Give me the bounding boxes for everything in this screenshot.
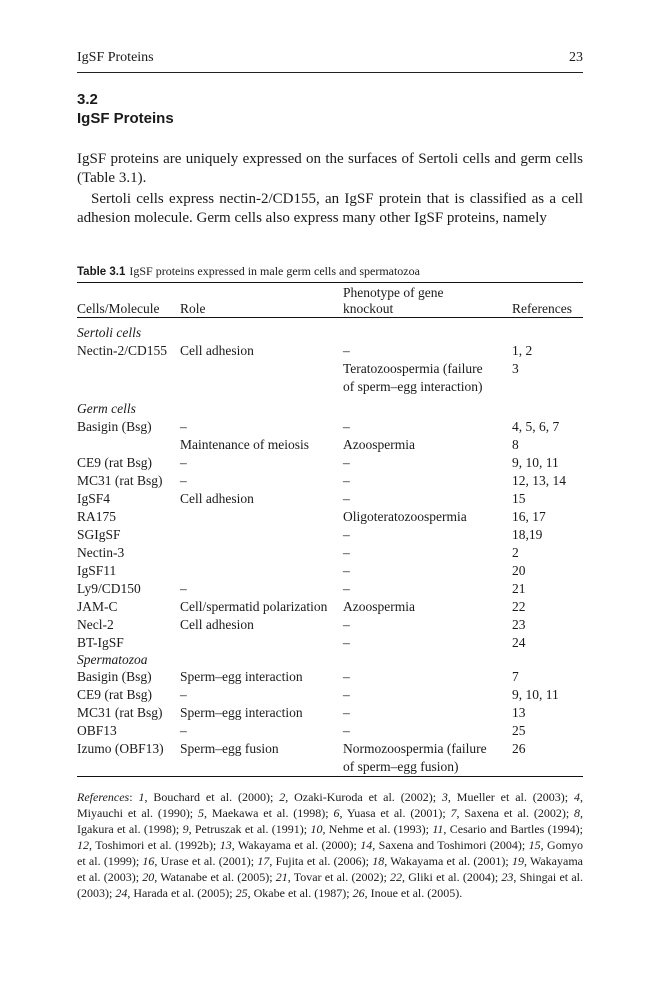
reference-number: 13: [219, 838, 232, 852]
table-cell: 1, 2: [512, 343, 533, 358]
group-label-spermatozoa: Spermatozoa: [77, 652, 148, 667]
section-heading: [77, 90, 174, 128]
reference-citation: , Yuasa et al. (2001);: [339, 806, 451, 820]
reference-citation: , Inoue et al. (2005).: [364, 886, 463, 900]
body-paragraph-1: IgSF proteins are uniquely expressed on the surfaces of Sertoli cells and germ cells (Table 3.1).: [77, 151, 583, 186]
table-cell: –: [180, 581, 187, 596]
reference-number: 6: [333, 806, 340, 820]
table-cell: Basigin (Bsg): [77, 669, 152, 684]
table-cell: –: [343, 419, 350, 434]
table-header-rule: [77, 317, 583, 318]
table-cell: MC31 (rat Bsg): [77, 705, 163, 720]
table-cell: Maintenance of meiosis: [180, 437, 309, 452]
reference-citation: , Igakura et al. (1998);: [77, 806, 583, 836]
reference-number: 21: [275, 870, 288, 884]
table-cell: –: [343, 343, 350, 358]
reference-citation: , Wakayama et al. (2003);: [77, 854, 583, 884]
reference-number: 25: [235, 886, 248, 900]
table-cell: Teratozoospermia (failure: [343, 361, 483, 376]
table-cell: Azoospermia: [343, 437, 415, 452]
reference-citation: , Petruszak et al. (1991);: [188, 822, 311, 836]
reference-number: 9: [182, 822, 189, 836]
table-cell: Cell adhesion: [180, 491, 254, 506]
reference-citation: , Tovar et al. (2002);: [287, 870, 391, 884]
table-cell: 20: [512, 563, 526, 578]
table-cell: 7: [512, 669, 519, 684]
table-cell: –: [343, 687, 350, 702]
table-cell: 15: [512, 491, 526, 506]
reference-number: 26: [352, 886, 365, 900]
table-cell: –: [343, 545, 350, 560]
header-rule: [77, 72, 583, 73]
table-cell: –: [343, 491, 350, 506]
table-cell: 2: [512, 545, 519, 560]
table-cell: Sperm–egg interaction: [180, 669, 303, 684]
table-bottom-rule: [77, 776, 583, 777]
reference-citation: , Gliki et al. (2004);: [402, 870, 502, 884]
table-cell: 22: [512, 599, 526, 614]
table-cell: –: [180, 687, 187, 702]
reference-number: 18: [372, 854, 385, 868]
reference-citation: , Bouchard et al. (2000);: [144, 790, 280, 804]
group-label-sertoli: Sertoli cells: [77, 325, 142, 340]
reference-number: 4: [574, 790, 580, 804]
table-cell: 12, 13, 14: [512, 473, 566, 488]
table-cell: –: [343, 473, 350, 488]
table-cell: Oligoteratozoospermia: [343, 509, 467, 524]
table-cell: Sperm–egg fusion: [180, 741, 279, 756]
reference-number: 11: [432, 822, 444, 836]
reference-number: 12: [77, 838, 89, 852]
table-cell: –: [343, 455, 350, 470]
reference-citation: , Nehme et al. (1993);: [322, 822, 433, 836]
reference-number: 14: [360, 838, 373, 852]
reference-citation: , Urase et al. (2001);: [154, 854, 258, 868]
reference-number: 3: [441, 790, 448, 804]
table-cell: 24: [512, 635, 526, 650]
table-cell: Necl-2: [77, 617, 114, 632]
table-cell: –: [343, 635, 350, 650]
table-cell: CE9 (rat Bsg): [77, 455, 152, 470]
table-label: Table 3.1: [77, 266, 126, 278]
header-phenotype-line2: knockout: [343, 301, 394, 316]
table-cell: –: [343, 705, 350, 720]
table-cell: Nectin-2/CD155: [77, 343, 167, 358]
header-cells-molecule: Cells/Molecule: [77, 301, 160, 316]
table-cell: –: [180, 419, 187, 434]
running-header-title: IgSF Proteins: [77, 50, 154, 65]
reference-number: 20: [142, 870, 155, 884]
reference-citation: , Maekawa et al. (1998);: [203, 806, 334, 820]
table-cell: –: [343, 581, 350, 596]
table-cell: of sperm–egg fusion): [343, 759, 459, 774]
reference-number: 1: [138, 790, 145, 804]
table-cell: Sperm–egg interaction: [180, 705, 303, 720]
reference-number: 16: [142, 854, 155, 868]
table-cell: –: [343, 617, 350, 632]
table-caption-text: IgSF proteins expressed in male germ cells and spermatozoa: [129, 264, 420, 278]
table-cell: 8: [512, 437, 519, 452]
table-cell: Cell adhesion: [180, 617, 254, 632]
reference-number: 22: [390, 870, 403, 884]
header-phenotype-line1: Phenotype of gene: [343, 285, 444, 300]
reference-citation: , Toshimori et al. (1992b);: [89, 838, 220, 852]
references-label: References: [77, 790, 130, 804]
table-cell: MC31 (rat Bsg): [77, 473, 163, 488]
reference-number: 8: [574, 806, 580, 820]
reference-citation: , Miyauchi et al. (1990);: [77, 790, 583, 820]
reference-citation: , Cesario and Bartles (1994);: [443, 822, 583, 836]
reference-number: 5: [197, 806, 204, 820]
page-number: 23: [569, 50, 583, 65]
table-cell: CE9 (rat Bsg): [77, 687, 152, 702]
reference-number: 23: [501, 870, 514, 884]
header-references: References: [512, 301, 572, 316]
group-label-germ: Germ cells: [77, 401, 136, 416]
table-cell: of sperm–egg interaction): [343, 379, 483, 394]
table-cell: Cell/spermatid polarization: [180, 599, 328, 614]
reference-number: 7: [450, 806, 457, 820]
table-cell: –: [343, 563, 350, 578]
reference-number: 2: [279, 790, 286, 804]
reference-citation: , Shingai et al. (2003);: [77, 870, 583, 900]
table-cell: JAM-C: [77, 599, 118, 614]
section-number: 3.2: [77, 91, 98, 108]
table-top-rule: [77, 282, 583, 283]
reference-number: 10: [310, 822, 323, 836]
section-title: IgSF Proteins: [77, 110, 174, 127]
table-cell: 4, 5, 6, 7: [512, 419, 560, 434]
table-cell: 21: [512, 581, 526, 596]
references-list: [77, 790, 583, 900]
table-cell: 3: [512, 361, 519, 376]
table-cell: IgSF11: [77, 563, 117, 578]
reference-citation: , Wakayama et al. (2001);: [384, 854, 512, 868]
reference-number: 15: [528, 838, 541, 852]
table-cell: Izumo (OBF13): [77, 741, 164, 756]
table-cell: –: [180, 473, 187, 488]
reference-citation: , Fujita et al. (2006);: [269, 854, 373, 868]
table-cell: BT-IgSF: [77, 635, 124, 650]
references-colon: :: [129, 790, 139, 804]
references-note: [77, 789, 583, 901]
table-cell: RA175: [77, 509, 117, 524]
reference-citation: , Saxena and Toshimori (2004);: [372, 838, 529, 852]
reference-citation: , Ozaki-Kuroda et al. (2002);: [285, 790, 442, 804]
header-role: Role: [180, 301, 206, 316]
table-cell: –: [343, 527, 350, 542]
table-cell: 23: [512, 617, 526, 632]
table-cell: Normozoospermia (failure: [343, 741, 487, 756]
table-cell: 26: [512, 741, 526, 756]
table-cell: SGIgSF: [77, 527, 121, 542]
table-cell: Ly9/CD150: [77, 581, 141, 596]
table-cell: 25: [512, 723, 526, 738]
reference-number: 19: [511, 854, 524, 868]
table-cell: 9, 10, 11: [512, 455, 559, 470]
reference-number: 24: [115, 886, 128, 900]
table-cell: Nectin-3: [77, 545, 125, 560]
reference-citation: , Mueller et al. (2003);: [447, 790, 574, 804]
table-cell: –: [343, 669, 350, 684]
reference-number: 17: [257, 854, 270, 868]
table-cell: –: [180, 723, 187, 738]
table-cell: 18,19: [512, 527, 543, 542]
reference-citation: , Gomyo et al. (1999);: [77, 838, 584, 868]
body-paragraph-2: Sertoli cells express nectin-2/CD155, an IgSF protein that is classified as a cell adhesion molecule. Germ cells also express many other IgSF proteins, namely: [77, 191, 583, 226]
table-caption: [77, 264, 420, 279]
table-cell: –: [180, 455, 187, 470]
table-cell: OBF13: [77, 723, 117, 738]
reference-citation: , Watanabe et al. (2005);: [154, 870, 276, 884]
table-cell: Cell adhesion: [180, 343, 254, 358]
table-cell: 16, 17: [512, 509, 546, 524]
table-cell: Basigin (Bsg): [77, 419, 152, 434]
table-cell: 9, 10, 11: [512, 687, 559, 702]
table-cell: 13: [512, 705, 526, 720]
reference-citation: , Wakayama et al. (2000);: [231, 838, 361, 852]
reference-citation: , Saxena et al. (2002);: [456, 806, 574, 820]
table-cell: –: [343, 723, 350, 738]
table-cell: Azoospermia: [343, 599, 415, 614]
reference-citation: , Okabe et al. (1987);: [247, 886, 353, 900]
reference-citation: , Harada et al. (2005);: [127, 886, 236, 900]
table-cell: IgSF4: [77, 491, 111, 506]
